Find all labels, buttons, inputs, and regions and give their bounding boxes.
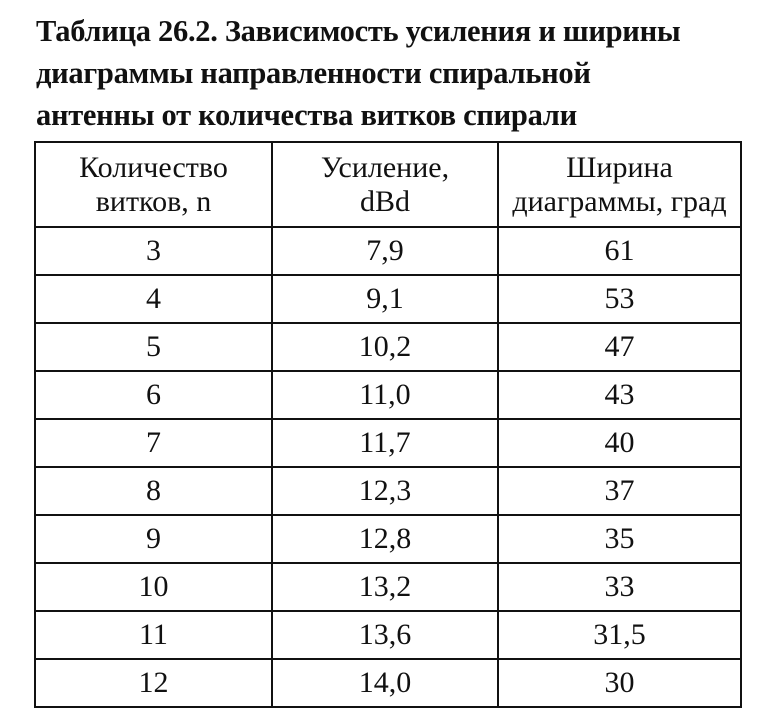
cell-beamwidth: 40 xyxy=(498,419,741,467)
caption-line-1: Таблица 26.2. Зависимость усиления и ширины xyxy=(36,14,681,48)
cell-gain: 7,9 xyxy=(272,227,498,275)
header-turns-line-1: Количество xyxy=(79,150,228,184)
cell-gain: 11,0 xyxy=(272,371,498,419)
table-row xyxy=(35,611,741,659)
caption-line-3: антенны от количества витков спирали xyxy=(36,98,577,132)
header-turns-line-2: витков, n xyxy=(95,184,212,218)
header-gain-line-2: dBd xyxy=(359,184,410,218)
table-row xyxy=(35,467,741,515)
cell-beamwidth: 30 xyxy=(498,659,741,707)
table-row xyxy=(35,515,741,563)
table-row xyxy=(35,227,741,275)
header-row xyxy=(35,142,741,227)
cell-turns: 4 xyxy=(35,275,272,323)
cell-turns: 11 xyxy=(35,611,272,659)
caption-line-2: диаграммы направленности спиральной xyxy=(36,56,591,90)
header-beamwidth xyxy=(498,142,741,227)
cell-turns: 10 xyxy=(35,563,272,611)
cell-turns: 9 xyxy=(35,515,272,563)
cell-turns: 8 xyxy=(35,467,272,515)
header-turns-count xyxy=(35,142,272,227)
cell-beamwidth: 31,5 xyxy=(498,611,741,659)
table-row xyxy=(35,275,741,323)
cell-turns: 12 xyxy=(35,659,272,707)
cell-gain: 14,0 xyxy=(272,659,498,707)
cell-gain: 12,3 xyxy=(272,467,498,515)
cell-beamwidth: 43 xyxy=(498,371,741,419)
cell-gain: 12,8 xyxy=(272,515,498,563)
header-gain xyxy=(272,142,498,227)
table-caption xyxy=(36,10,751,136)
table-row xyxy=(35,419,741,467)
table-row xyxy=(35,563,741,611)
header-beamwidth-line-2: диаграммы, град xyxy=(512,184,727,218)
cell-beamwidth: 33 xyxy=(498,563,741,611)
header-beamwidth-line-1: Ширина xyxy=(566,150,673,184)
header-gain-line-1: Усиление, xyxy=(320,150,450,184)
data-table xyxy=(34,141,742,708)
cell-beamwidth: 61 xyxy=(498,227,741,275)
cell-turns: 5 xyxy=(35,323,272,371)
cell-turns: 6 xyxy=(35,371,272,419)
cell-beamwidth: 35 xyxy=(498,515,741,563)
cell-beamwidth: 37 xyxy=(498,467,741,515)
table-row xyxy=(35,371,741,419)
cell-beamwidth: 53 xyxy=(498,275,741,323)
cell-gain: 13,6 xyxy=(272,611,498,659)
cell-gain: 11,7 xyxy=(272,419,498,467)
cell-gain: 10,2 xyxy=(272,323,498,371)
cell-turns: 3 xyxy=(35,227,272,275)
table-row xyxy=(35,659,741,707)
table-row xyxy=(35,323,741,371)
cell-turns: 7 xyxy=(35,419,272,467)
cell-gain: 9,1 xyxy=(272,275,498,323)
cell-gain: 13,2 xyxy=(272,563,498,611)
cell-beamwidth: 47 xyxy=(498,323,741,371)
